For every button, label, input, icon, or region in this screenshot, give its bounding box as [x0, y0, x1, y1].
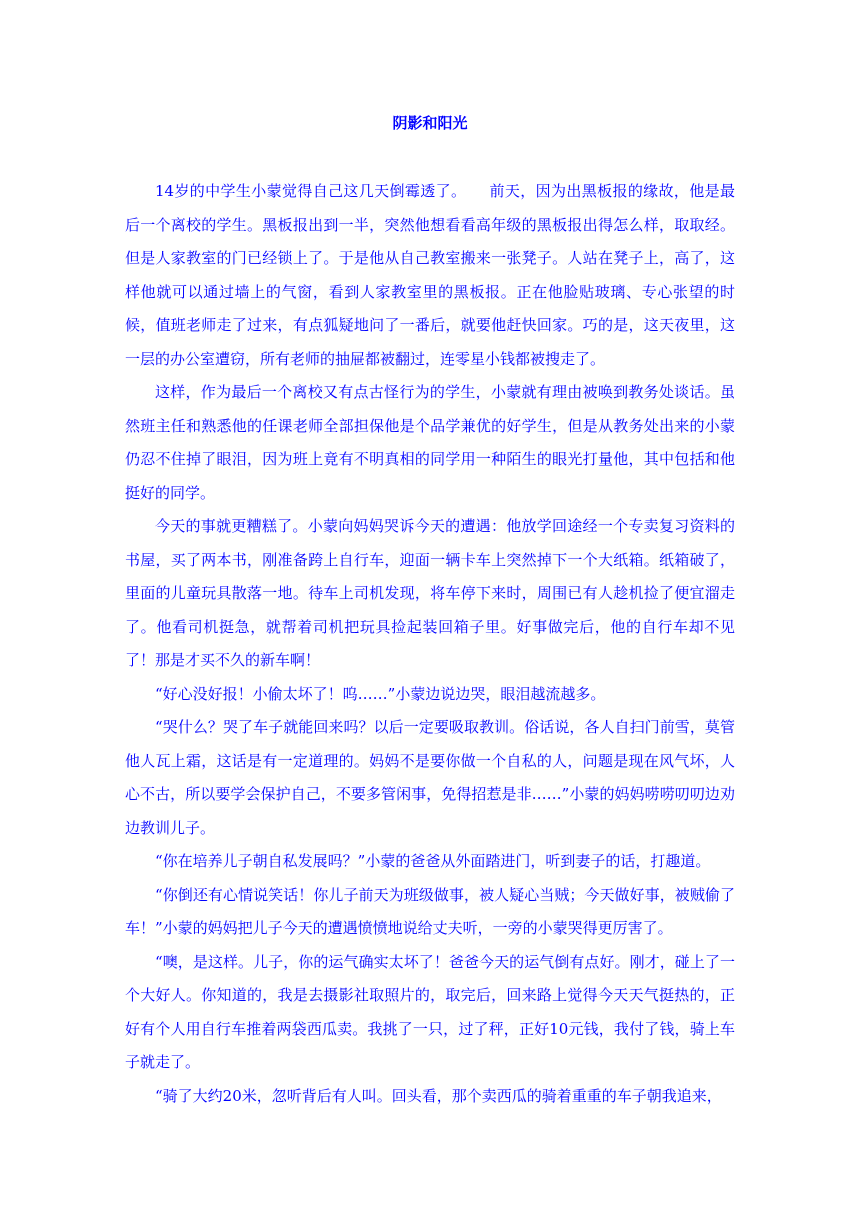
- document-body: [125, 175, 735, 1113]
- paragraph: “骑了大约20米，忽听背后有人叫。回头看，那个卖西瓜的骑着重重的车子朝我追来，: [155, 1086, 722, 1105]
- paragraph: 14岁的中学生小蒙觉得自己这几天倒霉透了。 前天，因为出黑板报的缘故，他是最后一个离校的学生。黑板报出到一半，突然他想看看高年级的黑板报出得怎么样，取取经。但是人家教室的门已经锁上了。于是他从自己教室搬来一张凳子。人站在凳子上，高了，这样他就可以通过墙上的气窗，看到人家教室里的黑板报。正在他脸贴玻璃、专心张望的时候，值班老师走了过来，有点狐疑地问了一番后，就要他赶快回家。巧的是，这天夜里，这一层的办公室遭窃，所有老师的抽屉都被翻过，连零星小钱都被搜走了。: [125, 182, 735, 368]
- paragraph: “噢，是这样。儿子，你的运气确实太坏了！爸爸今天的运气倒有点好。刚才，碰上了一个大好人。你知道的，我是去摄影社取照片的，取完后，回来路上觉得今天天气挺热的，正好有个人用自行车推着两袋西瓜卖。我挑了一只，过了秤，正好10元钱，我付了钱，骑上车子就走了。: [125, 952, 735, 1071]
- paragraph: “你在培养儿子朝自私发展吗？”小蒙的爸爸从外面踏进门，听到妻子的话，打趣道。: [155, 852, 711, 870]
- paragraph: “好心没好报！小偷太坏了！呜……”小蒙边说边哭，眼泪越流越多。: [155, 684, 606, 703]
- paragraph: 这样，作为最后一个离校又有点古怪行为的学生，小蒙就有理由被唤到教务处谈话。虽然班主任和熟悉他的任课老师全部担保他是个品学兼优的好学生，但是从教务处出来的小蒙仍忍不住掉了眼泪，因为班上竟有不明真相的同学用一种陌生的眼光打量他，其中包括和他挺好的同学。: [125, 383, 735, 502]
- document-title: 阴影和阳光: [392, 114, 468, 132]
- paragraph: “哭什么？哭了车子就能回来吗？以后一定要吸取教训。俗话说，各人自扫门前雪，莫管他人瓦上霜，这话是有一定道理的。妈妈不是要你做一个自私的人，问题是现在风气坏，人心不古，所以要学会保护自己，不要多管闲事，免得招惹是非……”小蒙的妈妈唠唠叨叨边劝边教训儿子。: [125, 718, 735, 837]
- paragraph: “你倒还有心情说笑话！你儿子前天为班级做事，被人疑心当贼；今天做好事，被贼偷了车！”小蒙的妈妈把儿子今天的遭遇愤愤地说给丈夫听，一旁的小蒙哭得更厉害了。: [125, 885, 735, 937]
- paragraph: 今天的事就更糟糕了。小蒙向妈妈哭诉今天的遭遇：他放学回途经一个专卖复习资料的书屋，买了两本书，刚准备跨上自行车，迎面一辆卡车上突然掉下一个大纸箱。纸箱破了，里面的儿童玩具散落一地。待车上司机发现，将车停下来时，周围已有人趁机捡了便宜溜走了。他看司机挺急，就帮着司机把玩具捡起装回箱子里。好事做完后，他的自行车却不见了！那是才买不久的新车啊！: [125, 517, 735, 669]
